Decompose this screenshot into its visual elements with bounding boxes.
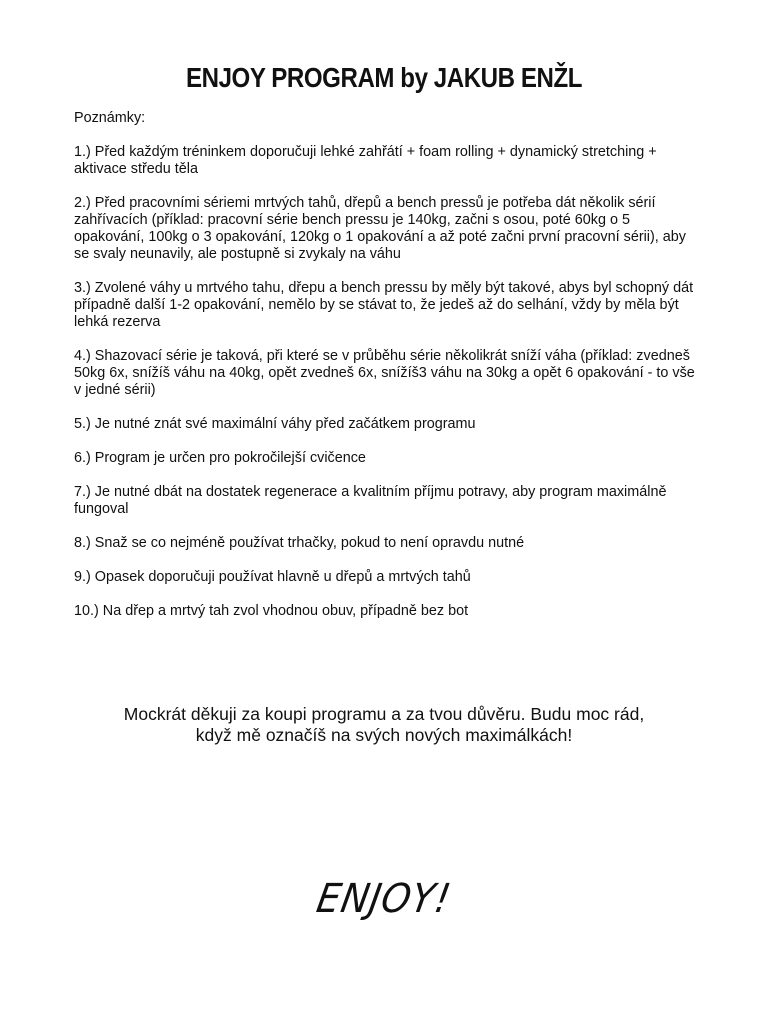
- page-title: ENJOY PROGRAM by JAKUB ENŽL: [185, 62, 583, 93]
- note-item: 10.) Na dřep a mrtvý tah zvol vhodnou obuv, případně bez bot: [74, 603, 469, 619]
- notes-heading: Poznámky:: [74, 110, 146, 126]
- note-item: 8.) Snaž se co nejméně používat trhačky, pokud to není opravdu nutné: [74, 535, 525, 551]
- thank-you-message: [0, 704, 768, 746]
- thank-you-line-1: Mockrát děkuji za koupi programu a za tvou důvěru. Budu moc rád,: [123, 704, 645, 724]
- note-item: 2.) Před pracovními sériemi mrtvých tahů, dřepů a bench pressů je potřeba dát několik sérií zahřívacích (příklad: pracovní série bench pressu je 140kg, začni s osou, poté 60kg o 5 opakování, 100kg o 3 opakování, 120kg o 1 opakování a až poté začni první pracovní sérii), aby se svaly neunavily, ale postupně si zvykaly na váhu: [74, 195, 686, 262]
- notes-section: [74, 110, 704, 637]
- note-item: 9.) Opasek doporučuji používat hlavně u dřepů a mrtvých tahů: [74, 569, 471, 585]
- note-item: 5.) Je nutné znát své maximální váhy před začátkem programu: [74, 416, 476, 432]
- thank-you-line-2: když mě označíš na svých nových maximálkách!: [195, 725, 573, 745]
- note-item: 4.) Shazovací série je taková, při které se v průběhu série několikrát sníží váha (příklad: zvedneš 50kg 6x, snížíš váhu na 40kg, opět zvedneš 6x, snížíš3 váhu na 30kg a opět 6 opakování - to vše v jedné sérii): [74, 348, 695, 398]
- note-item: 3.) Zvolené váhy u mrtvého tahu, dřepu a bench pressu by měly být takové, abys byl schopný dát případně další 1-2 opakování, nemělo by se stávat to, že jedeš až do selhání, vždy by měla být lehká rezerva: [74, 280, 694, 330]
- note-item: 1.) Před každým tréninkem doporučuji lehké zahřátí + foam rolling + dynamický stretching + aktivace středu těla: [74, 144, 657, 177]
- note-item: 6.) Program je určen pro pokročilejší cvičence: [74, 450, 366, 466]
- note-item: 7.) Je nutné dbát na dostatek regenerace a kvalitním příjmu potravy, aby program maximálně fungoval: [74, 484, 667, 517]
- signoff-text: ENJOY!: [313, 876, 455, 922]
